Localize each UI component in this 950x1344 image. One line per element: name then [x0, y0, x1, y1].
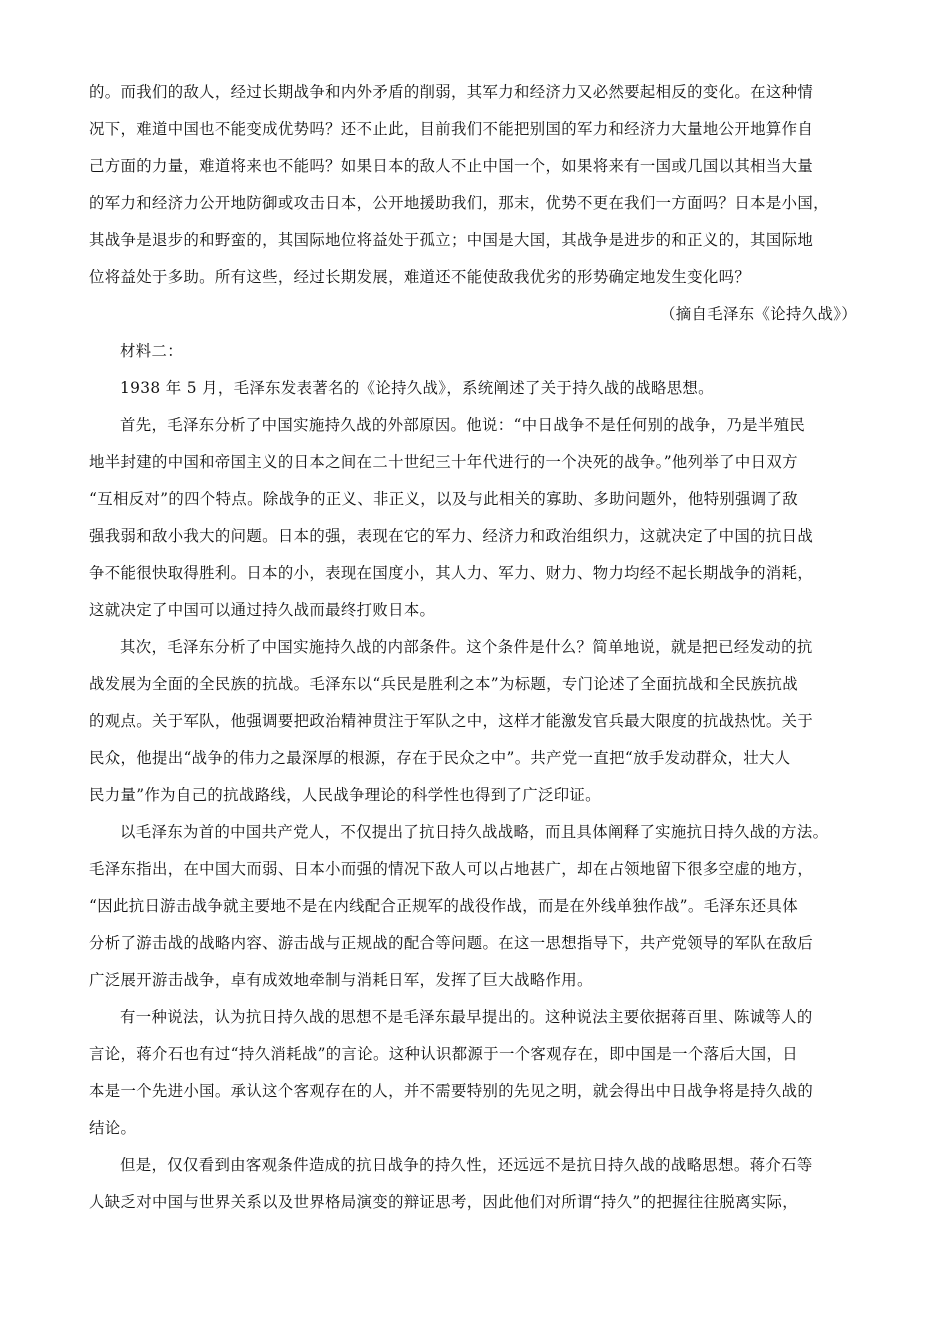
text-line: 况下，难道中国也不能变成优势吗？还不止此，目前我们不能把别国的军力和经济力大量地公开地算作自 — [89, 120, 814, 138]
paragraph-3 — [89, 629, 861, 814]
text-line: 这就决定了中国可以通过持久战而最终打败日本。 — [89, 601, 436, 619]
text-line: 的观点。关于军队，他强调要把政治精神贯注于军队之中，这样才能激发官兵最大限度的抗战热忱。关于 — [89, 712, 814, 730]
material-two-heading: 材料二： — [120, 342, 183, 360]
paragraph-4 — [89, 814, 861, 999]
text-line: 民力量”作为自己的抗战路线，人民战争理论的科学性也得到了广泛印证。 — [89, 786, 601, 804]
text-line: 争不能很快取得胜利。日本的小，表现在国度小，其人力、军力、财力、物力均经不起长期战争的消耗， — [89, 564, 814, 582]
text-line: 其次，毛泽东分析了中国实施持久战的内部条件。这个条件是什么？简单地说，就是把已经发动的抗 — [120, 638, 813, 656]
text-line: 位将益处于多助。所有这些，经过长期发展，难道还不能使敌我优劣的形势确定地发生变化吗？ — [89, 268, 751, 286]
paragraph-6 — [89, 1147, 861, 1221]
text-line: “互相反对”的四个特点。除战争的正义、非正义，以及与此相关的寡助、多助问题外，他特别强调了敌 — [89, 490, 799, 508]
text-line: 分析了游击战的战略内容、游击战与正规战的配合等问题。在这一思想指导下，共产党领导的军队在敌后 — [89, 934, 814, 952]
text-line: 民众，他提出“战争的伟力之最深厚的根源，存在于民众之中”。共产党一直把“放手发动群众，壮大人 — [89, 749, 791, 767]
document-page — [89, 74, 861, 1221]
text-line: 本是一个先进小国。承认这个客观存在的人，并不需要特别的先见之明，就会得出中日战争将是持久战的 — [89, 1082, 814, 1100]
text-line: 地半封建的中国和帝国主义的日本之间在二十世纪三十年代进行的一个决死的战争。”他列举了中日双方 — [89, 453, 798, 471]
text-line: 但是，仅仅看到由客观条件造成的抗日战争的持久性，还远远不是抗日持久战的战略思想。蒋介石等 — [120, 1156, 813, 1174]
text-line: 言论，蒋介石也有过“持久消耗战”的言论。这种认识都源于一个客观存在，即中国是一个落后大国，日 — [89, 1045, 799, 1063]
source-note: （摘自毛泽东《论持久战》） — [660, 305, 857, 323]
material-one-paragraph — [89, 74, 861, 296]
paragraph-2 — [89, 407, 861, 629]
text-line: 战发展为全面的全民族的抗战。毛泽东以“兵民是胜利之本”为标题，专门论述了全面抗战和全民族抗战 — [89, 675, 799, 693]
text-line: 1938 年 5 月，毛泽东发表著名的《论持久战》，系统阐述了关于持久战的战略思想。 — [120, 379, 714, 397]
text-line: 有一种说法，认为抗日持久战的思想不是毛泽东最早提出的。这种说法主要依据蒋百里、陈诚等人的 — [120, 1008, 813, 1026]
text-line: “因此抗日游击战争就主要地不是在内线配合正规军的战役作战，而是在外线单独作战”。毛泽东还具体 — [89, 897, 799, 915]
text-line: 毛泽东指出，在中国大而弱、日本小而强的情况下敌人可以占地甚广，却在占领地留下很多空虚的地方， — [89, 860, 814, 878]
paragraph-1 — [89, 370, 861, 407]
text-line: 其战争是退步的和野蛮的，其国际地位将益处于孤立；中国是大国，其战争是进步的和正义的，其国际地 — [89, 231, 814, 249]
text-line: 广泛展开游击战争，卓有成效地牵制与消耗日军，发挥了巨大战略作用。 — [89, 971, 593, 989]
text-line: 结论。 — [89, 1119, 137, 1137]
text-line: 强我弱和敌小我大的问题。日本的强，表现在它的军力、经济力和政治组织力，这就决定了中国的抗日战 — [89, 527, 814, 545]
paragraph-5 — [89, 999, 861, 1147]
text-line: 首先，毛泽东分析了中国实施持久战的外部原因。他说：“中日战争不是任何别的战争，乃是半殖民 — [120, 416, 806, 434]
text-line: 己方面的力量，难道将来也不能吗？如果日本的敌人不止中国一个，如果将来有一国或几国以其相当大量 — [89, 157, 814, 175]
text-line: 的军力和经济力公开地防御或攻击日本，公开地援助我们，那末，优势不更在我们一方面吗？日本是小国， — [89, 194, 829, 212]
text-line: 人缺乏对中国与世界关系以及世界格局演变的辩证思考，因此他们对所谓“持久”的把握往往脱离实际， — [89, 1193, 799, 1211]
text-line: 的。而我们的敌人，经过长期战争和内外矛盾的削弱，其军力和经济力又必然要起相反的变化。在这种情 — [89, 83, 814, 101]
text-line: 以毛泽东为首的中国共产党人，不仅提出了抗日持久战战略，而且具体阐释了实施抗日持久战的方法。 — [120, 823, 829, 841]
